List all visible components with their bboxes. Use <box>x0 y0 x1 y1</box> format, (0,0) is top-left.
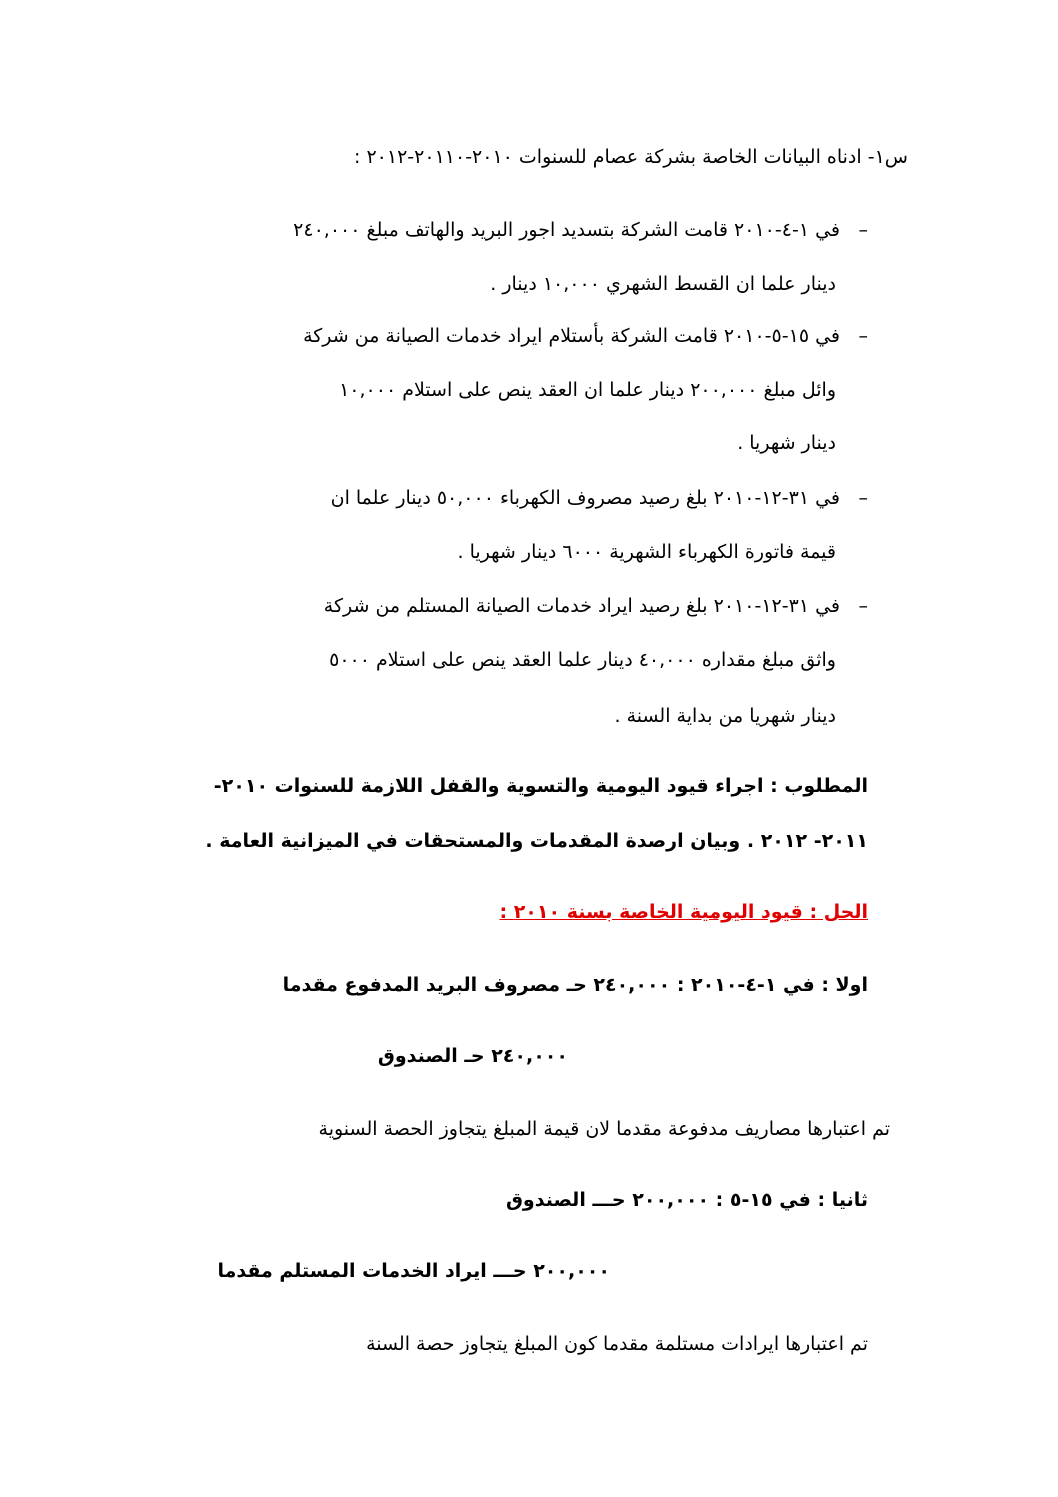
journal-entry-1-note: تم اعتبارها مصاريف مدفوعة مقدما لان قيمة المبلغ يتجاوز الحصة السنوية <box>318 1118 890 1140</box>
list-item-text: في ٣١-١٢-٢٠١٠ بلغ رصيد مصروف الكهرباء ٥٠,٠٠٠ دينار علما ان <box>330 487 840 509</box>
list-dash: – <box>858 219 868 241</box>
list-dash: – <box>858 325 868 347</box>
journal-entry-2-credit: ٢٠٠,٠٠٠ حـــ ايراد الخدمات المستلم مقدما <box>217 1260 610 1282</box>
list-item-3-line-1 <box>188 485 868 511</box>
list-item-text: في ٣١-١٢-٢٠١٠ بلغ رصيد ايراد خدمات الصيانة المستلم من شركة <box>323 595 840 617</box>
required-line-2: ٢٠١١- ٢٠١٢ . وبيان ارصدة المقدمات والمستحقات في الميزانية العامة . <box>205 830 868 852</box>
list-item-text: في ١٥-٥-٢٠١٠ قامت الشركة بأستلام ايراد خدمات الصيانة من شركة <box>303 325 840 347</box>
journal-entry-2-note: تم اعتبارها ايرادات مستلمة مقدما كون المبلغ يتجاوز حصة السنة <box>366 1333 868 1355</box>
solution-heading: الحل : قيود اليومية الخاصة بسنة ٢٠١٠ : <box>499 901 868 923</box>
list-item-2-line-1 <box>188 323 868 349</box>
list-dash: – <box>858 487 868 509</box>
journal-entry-1-debit: اولا : في ١-٤-٢٠١٠ : ٢٤٠,٠٠٠ حـ مصروف البريد المدفوع مقدما <box>282 974 868 996</box>
list-item-4-line-2: واثق مبلغ مقداره ٤٠,٠٠٠ دينار علما العقد ينص على استلام ٥٠٠٠ <box>329 649 836 671</box>
list-dash: – <box>858 595 868 617</box>
list-item-4-line-3: دينار شهريا من بداية السنة . <box>614 705 836 727</box>
list-item-4-line-1 <box>188 593 868 619</box>
question-heading: س١- ادناه البيانات الخاصة بشركة عصام للسنوات ٢٠١٠-٢٠١١٠-٢٠١٢ : <box>354 146 908 168</box>
required-line-1: المطلوب : اجراء قيود اليومية والتسوية والقفل اللازمة للسنوات ٢٠١٠- <box>213 775 868 797</box>
list-item-3-line-2: قيمة فاتورة الكهرباء الشهرية ٦٠٠٠ دينار شهريا . <box>457 541 836 563</box>
list-item-1-line-2: دينار علما ان القسط الشهري ١٠,٠٠٠ دينار . <box>490 273 836 295</box>
list-item-2-line-2: وائل مبلغ ٢٠٠,٠٠٠ دينار علما ان العقد ينص على استلام ١٠,٠٠٠ <box>339 379 836 401</box>
journal-entry-1-credit: ٢٤٠,٠٠٠ حـ الصندوق <box>377 1045 568 1067</box>
journal-entry-2-debit: ثانيا : في ١٥-٥ : ٢٠٠,٠٠٠ حـــ الصندوق <box>505 1189 868 1211</box>
list-item-1-line-1 <box>188 217 868 243</box>
list-item-2-line-3: دينار شهريا . <box>737 432 836 454</box>
list-item-text: في ١-٤-٢٠١٠ قامت الشركة بتسديد اجور البريد والهاتف مبلغ ٢٤٠,٠٠٠ <box>293 219 840 241</box>
